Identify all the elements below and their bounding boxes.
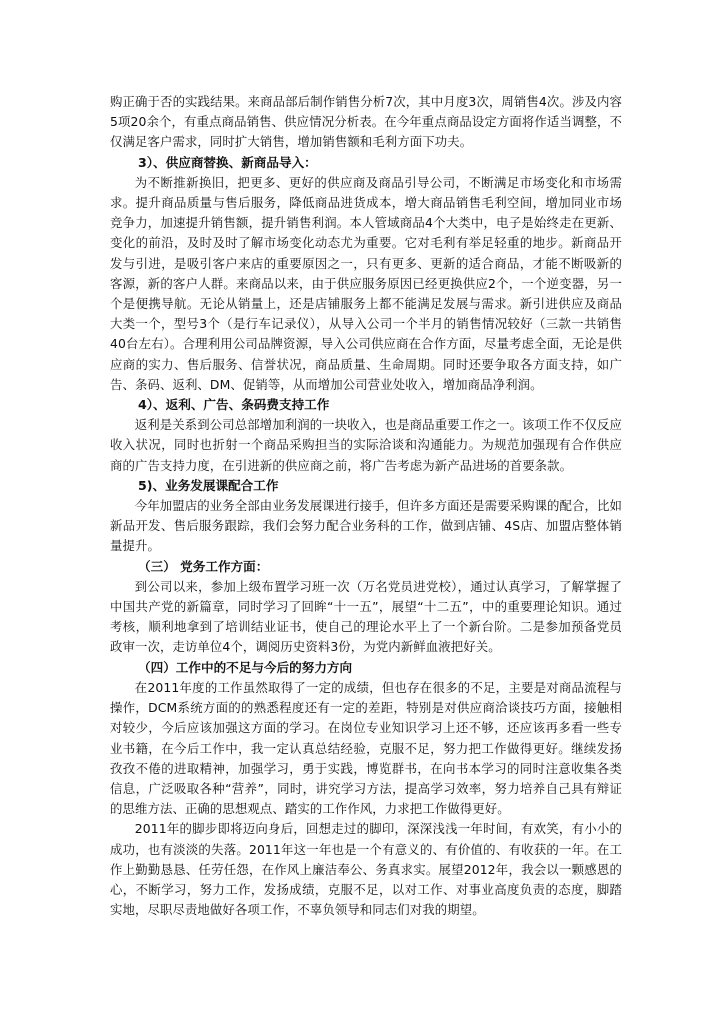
paragraph-closing: 2011年的脚步即将迈向身后，回想走过的脚印，深深浅浅一年时间，有欢笑，有小小的成功，也有淡淡的失落。2011年这一年也是一个有意义的、有价值的、有收获的一年。在工作上勤勤恳恳、任劳任怨，在作风上廉洁奉公、务真求实。展望2012年，我会以一颗感恩的心，不断学习，努力工作，发扬成绩，克服不足，以对工作、对事业高度负责的态度，脚踏实地，尽职尽责地做好各项工作，不辜负领导和同志们对我的期望。 (110, 821, 622, 918)
heading-party-work: （三） 党务工作方面： (138, 558, 269, 574)
heading-business-development: 5)、业务发展课配合工作 (138, 477, 279, 493)
document-page (110, 92, 622, 920)
paragraph-party-work: 到公司以来，参加上级布置学习班一次（万名党员进党校），通过认真学习，了解掌握了中国共产党的新篇章，同时学习了回眸“十一五”，展望“十二五”，中的重要理论知识。通过考核，顺利地拿到了培训结业证书，使自己的理论水平上了一个新台阶。二是参加预备党员政审一次，走访单位4个，调阅历史资料3份，为党内新鲜血液把好关。 (110, 578, 622, 655)
paragraph-business-development: 今年加盟店的业务全部由业务发展课进行接手，但许多方面还是需要采购课的配合，比如新品开发、售后服务跟踪，我们会努力配合业务科的工作，做到店铺、4S店、加盟店整体销量提升。 (110, 498, 622, 554)
heading-shortcomings: （四）工作中的不足与今后的努力方向 (138, 659, 353, 675)
heading-supplier-replacement: 3）、供应商替换、新商品导入： (138, 154, 317, 170)
paragraph-rebate-ad-support: 返利是关系到公司总部增加利润的一块收入，也是商品重要工作之一。该项工作不仅反应收入状况，同时也折射一个商品采购担当的实际洽谈和沟通能力。为规范加强现有合作供应商的广告支持力度，在引进新的供应商之前，将广告考虑为新产品进场的首要条款。 (110, 417, 622, 473)
paragraph-sales-analysis: 购正确于否的实践结果。来商品部后制作销售分析7次，其中月度3次，周销售4次。涉及内容5项20余个，有重点商品销售、供应情况分析表。在今年重点商品设定方面将作适当调整，不仅满足客户需求，同时扩大销售，增加销售额和毛利方面下功夫。 (110, 94, 622, 150)
paragraph-supplier-replacement: 为不断推新换旧，把更多、更好的供应商及商品引导公司，不断满足市场变化和市场需求。提升商品质量与售后服务，降低商品进货成本，增大商品销售毛利空间，增加同业市场竞争力，加速提升销售额，提升销售利润。本人管域商品4个大类中，电子是始终走在更新、变化的前沿，及时及时了解市场变化动态尤为重要。它对毛利有举足轻重的地步。新商品开发与引进，是吸引客户来店的重要原因之一，只有更多、更新的适合商品，才能不断吸新的客源，新的客户人群。来商品以来，由于供应服务原因已经更换供应2个，一个逆变器，另一个是便携导航。无论从销量上，还是店铺服务上都不能满足发展与需求。新引进供应及商品大类一个，型号3个（是行车记录仪），从导入公司一个半月的销售情况较好（三款一共销售40台左右）。合理利用公司品牌资源，导入公司供应商在合作方面，尽量考虑全面，无论是供应商的实力、售后服务、信誉状况，商品质量、生命周期。同时还要争取各方面支持，如广告、条码、返利、DM、促销等，从而增加公司营业处收入，增加商品净利润。 (110, 174, 622, 392)
paragraph-shortcomings: 在2011年度的工作虽然取得了一定的成绩，但也存在很多的不足，主要是对商品流程与操作，DCM系统方面的的熟悉程度还有一定的差距，特别是对供应商洽谈技巧方面，接触相对较少，今后应该加强这方面的学习。在岗位专业知识学习上还不够，还应该再多看一些专业书籍，在今后工作中，我一定认真总结经验，克服不足，努力把工作做得更好。继续发扬孜孜不倦的进取精神，加强学习，勇于实践，博览群书，在向书本学习的同时注意收集各类信息，广泛吸取各种“营养”，同时，讲究学习方法，提高学习效率，努力培养自己具有辩证的思维方法、正确的思想观点、踏实的工作作风，力求把工作做得更好。 (110, 679, 622, 817)
heading-rebate-ad-support: 4）、返利、广告、条码费支持工作 (138, 397, 330, 413)
